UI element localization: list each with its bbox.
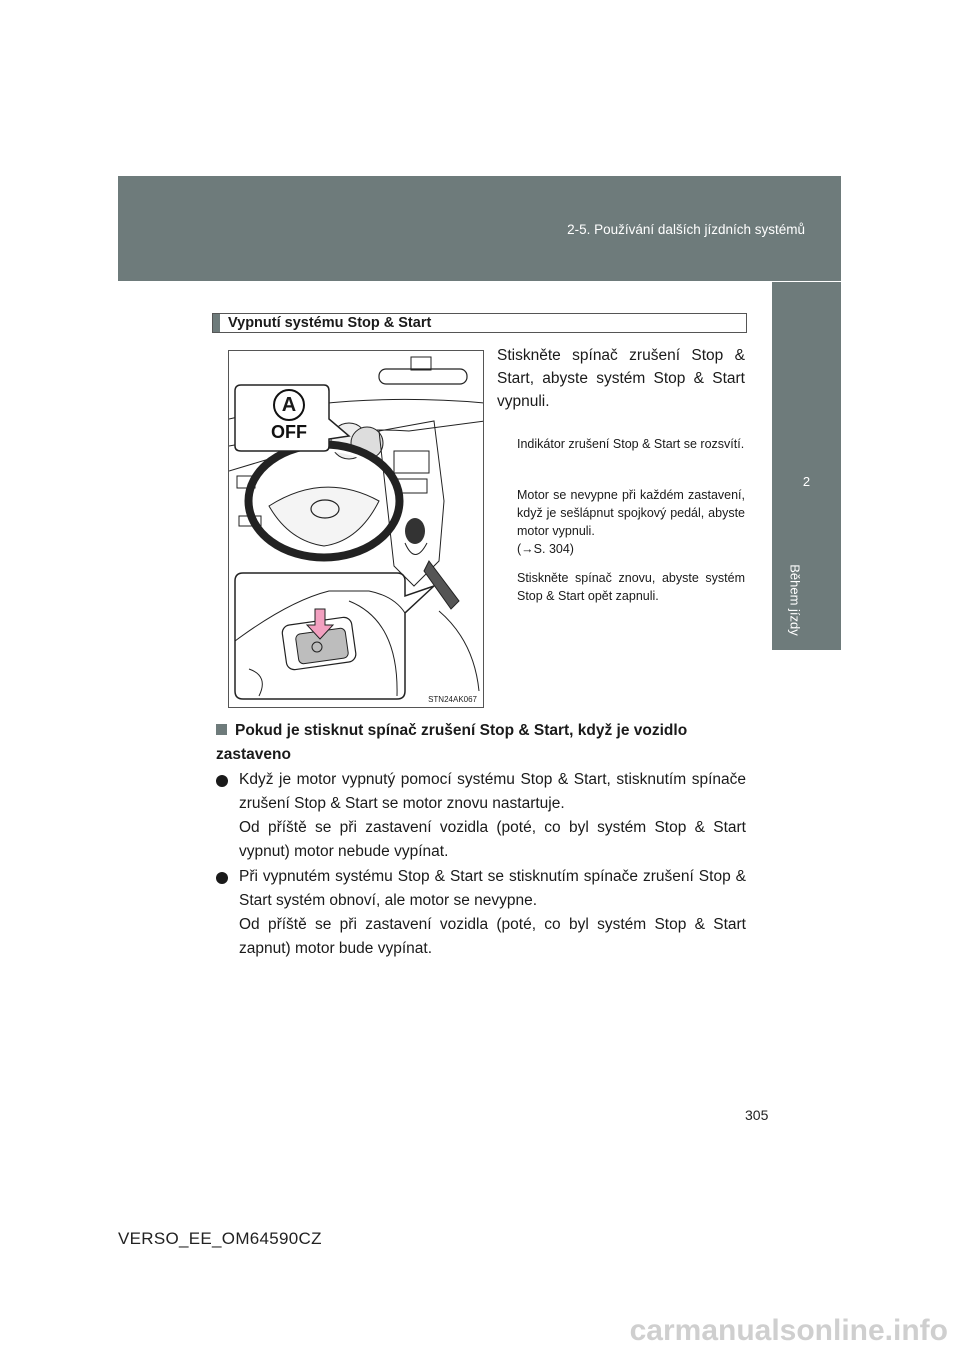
- chapter-number: 2: [802, 474, 811, 489]
- off-label: OFF: [271, 422, 307, 442]
- bullet-dot-icon: [216, 872, 228, 884]
- chapter-side-label: [774, 550, 816, 650]
- chapter-header-bar: [118, 176, 841, 281]
- note-clutch: Motor se nevypne při každém zastavení, když je sešlápnut spojkový pedál, abyste motor vypnuli.: [517, 488, 745, 538]
- bullet-item-1: [216, 768, 746, 864]
- main-instruction: Stiskněte spínač zrušení Stop & Start, abyste systém Stop & Start vypnuli.: [497, 347, 745, 410]
- chapter-section-title: 2-5. Používání dalších jízdních systémů: [567, 222, 805, 237]
- a-off-icon: [259, 389, 319, 443]
- bullet-1-text-b: Od příště se při zastavení vozidla (poté, co byl systém Stop & Start vypnut) motor nebude vypínat.: [239, 819, 746, 860]
- section-heading-title: Vypnutí systému Stop & Start: [228, 315, 432, 331]
- watermark: carmanualsonline.info: [629, 1314, 948, 1347]
- bullet-2-text-b: Od příště se při zastavení vozidla (poté, co byl systém Stop & Start zapnut) motor bude vypínat.: [239, 916, 746, 957]
- bullet-item-2: [216, 865, 746, 961]
- note-page-reference: (→S. 304): [517, 542, 574, 556]
- bullet-dot-icon: [216, 775, 228, 787]
- auto-stop-letter: A: [273, 389, 305, 421]
- bullet-1-text-a: Když je motor vypnutý pomocí systému Stop & Start, stisknutím spínače zrušení Stop & Start se motor znovu nastartuje.: [239, 771, 746, 812]
- bullet-2-text-a: Při vypnutém systému Stop & Start se stisknutím spínače zrušení Stop & Start systém obnoví, ale motor se nevypne.: [239, 868, 746, 909]
- subsection-heading: [216, 719, 746, 767]
- chapter-label-text: Během jízdy: [787, 564, 803, 636]
- page-number: 305: [745, 1107, 769, 1123]
- section-heading-marker: [213, 314, 220, 332]
- square-bullet-icon: [216, 724, 227, 735]
- note-reenable: Stiskněte spínač znovu, abyste systém Stop & Start opět zapnuli.: [517, 571, 745, 603]
- figure-code: STN24AK067: [428, 695, 477, 704]
- section-heading: [212, 313, 747, 333]
- subsection-title: Pokud je stisknut spínač zrušení Stop & Start, když je vozidlo zastaveno: [216, 722, 688, 763]
- note-indicator: Indikátor zrušení Stop & Start se rozsvítí.: [517, 437, 745, 451]
- document-code: VERSO_EE_OM64590CZ: [118, 1229, 322, 1248]
- dashboard-illustration: [228, 350, 484, 708]
